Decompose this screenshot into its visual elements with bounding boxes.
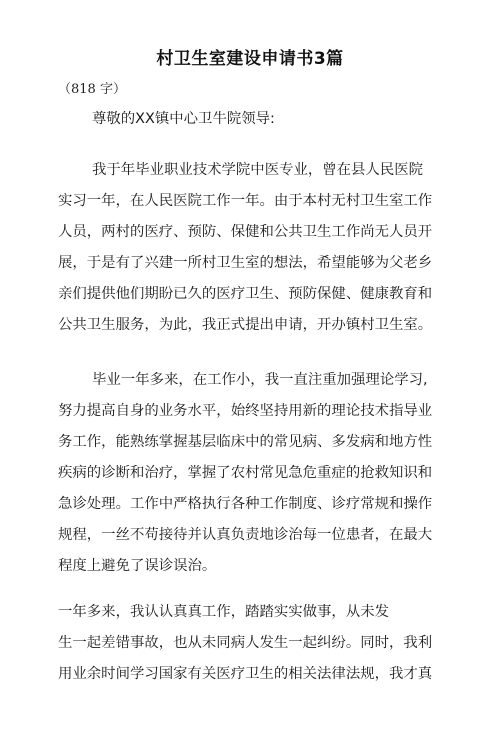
paragraph-line: 努力提高自身的业务水平，始终坚持用新的理论技术指导业 — [58, 403, 433, 419]
document-title: 村卫生室建设申请书3篇 — [156, 49, 344, 69]
paragraph-line: 程度上避免了误诊误治。 — [58, 558, 217, 574]
paragraph-line: 我于年毕业职业技术学院中医专业，曾在县人民医院 — [92, 162, 423, 178]
paragraph-line: 急诊处理。工作中严格执行各种工作制度、诊疗常规和操作 — [58, 496, 433, 512]
paragraph-line: 实习一年，在人民医院工作一年。由于本村无村卫生室工作 — [58, 193, 433, 209]
paragraph-line: 毕业一年多来，在工作小，我一直注重加强理论学习, — [92, 372, 428, 388]
paragraph-line: 规程，一丝不苟接待并认真负责地诊治每一位患者，在最大 — [58, 527, 433, 543]
paragraph-line: 用业余时间学习国家有关医疗卫生的相关法律法规，我才真 — [58, 666, 433, 682]
paragraph-line: 人员，两村的医疗、预防、保健和公共卫生工作尚无人员开 — [58, 224, 433, 240]
paragraph-line: 疾病的诊断和治疗，掌握了农村常见急危重症的抢救知识和 — [58, 465, 433, 481]
paragraph-line: 展，于是有了兴建一所村卫生室的想法，希望能够为父老乡 — [58, 255, 433, 271]
paragraph-line: 公共卫生服务，为此，我正式提出申请，开办镇村卫生室。 — [58, 317, 433, 333]
paragraph-line: 生一起差错事故，也从未同病人发生一起纠纷。同时，我利 — [58, 635, 433, 651]
paragraph-line: 亲们提供他们期盼已久的医疗卫生、预防保健、健康教育和 — [58, 286, 433, 302]
paragraph-line: 一年多来，我认认真真工作，踏踏实实做事，从未发 — [58, 604, 389, 620]
word-count: （818 字） — [58, 82, 126, 97]
salutation: 尊敬的XX镇中心卫牛院领导: — [92, 111, 275, 127]
paragraph-line: 务工作，能熟练掌握基层临床中的常见病、多发病和地方性 — [58, 434, 433, 450]
